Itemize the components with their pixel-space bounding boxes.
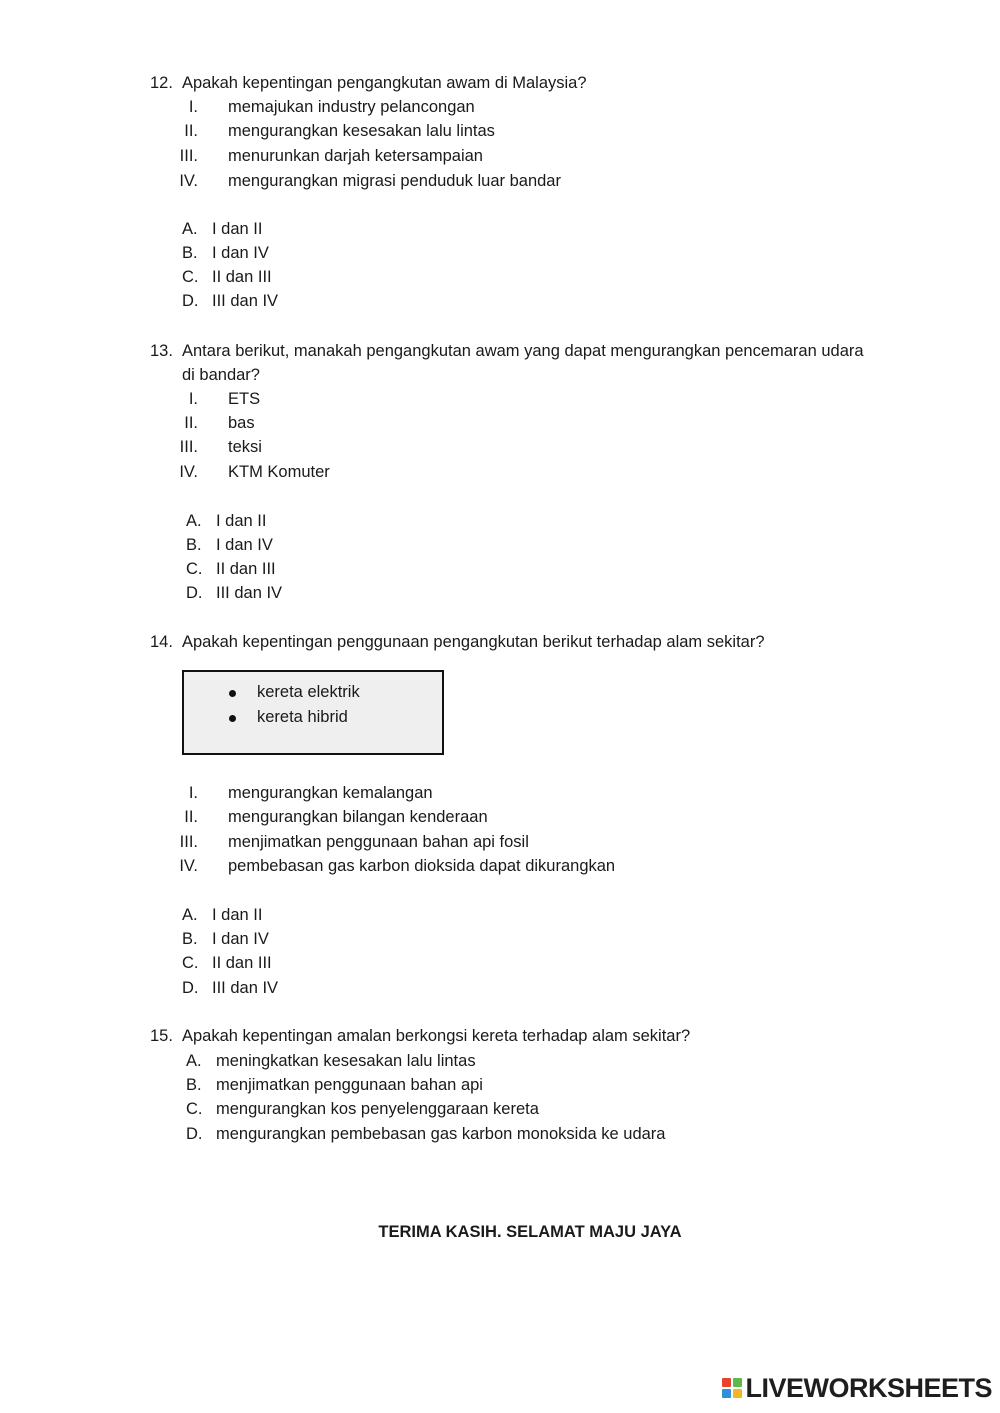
option-text: I dan IV — [216, 536, 273, 554]
statement-numeral: I. — [188, 390, 198, 408]
statement-text: bas — [228, 414, 255, 432]
statement-text: menjimatkan penggunaan bahan api fosil — [228, 833, 529, 851]
statement-numeral: IV. — [179, 172, 198, 190]
option-text: III dan IV — [212, 292, 279, 310]
option-text: mengurangkan kos penyelenggaraan kereta — [216, 1100, 539, 1118]
bullet-icon — [229, 715, 236, 722]
statement-text: mengurangkan kesesakan lalu lintas — [228, 122, 495, 140]
option-letter: C. — [182, 268, 199, 286]
option-letter: A. — [186, 1052, 202, 1070]
option-letter: A. — [182, 906, 198, 924]
option-letter: D. — [182, 292, 199, 310]
question-text: Antara berikut, manakah pengangkutan awam yang dapat mengurangkan pencemaran udara — [182, 342, 864, 360]
option-text: I dan IV — [212, 244, 269, 262]
option-letter: D. — [182, 979, 199, 997]
option-letter: A. — [186, 512, 202, 530]
logo-text: LIVEWORKSHEETS — [745, 1372, 992, 1403]
question-text: Apakah kepentingan pengangkutan awam di Malaysia? — [182, 74, 587, 92]
statement-text: mengurangkan bilangan kenderaan — [228, 808, 488, 826]
option-letter: B. — [186, 1076, 202, 1094]
statement-numeral: II. — [184, 122, 198, 140]
logo-block-yellow — [733, 1389, 742, 1398]
option-text: mengurangkan pembebasan gas karbon monoksida ke udara — [216, 1125, 666, 1143]
option-text: III dan IV — [212, 979, 279, 997]
option-text: II dan III — [212, 954, 272, 972]
option-text: II dan III — [212, 268, 272, 286]
question-number: 13. — [150, 342, 173, 360]
liveworksheets-logo-icon — [722, 1378, 742, 1398]
statement-numeral: III. — [179, 833, 198, 851]
option-text: menjimatkan penggunaan bahan api — [216, 1076, 483, 1094]
closing-message: TERIMA KASIH. SELAMAT MAJU JAYA — [378, 1223, 682, 1241]
statement-text: menurunkan darjah ketersampaian — [228, 147, 483, 165]
question-number: 12. — [150, 74, 173, 92]
question-text: Apakah kepentingan penggunaan pengangkutan berikut terhadap alam sekitar? — [182, 633, 765, 651]
statement-text: mengurangkan kemalangan — [228, 784, 433, 802]
logo-block-green — [733, 1378, 742, 1387]
statement-numeral: II. — [184, 808, 198, 826]
option-letter: C. — [182, 954, 199, 972]
question-number: 14. — [150, 633, 173, 651]
option-text: I dan IV — [212, 930, 269, 948]
statement-numeral: III. — [179, 438, 198, 456]
bullet-icon — [229, 690, 236, 697]
logo-block-blue — [722, 1389, 731, 1398]
option-letter: D. — [186, 1125, 203, 1143]
option-text: I dan II — [212, 906, 263, 924]
liveworksheets-logo — [722, 1373, 992, 1403]
statement-text: pembebasan gas karbon dioksida dapat dikurangkan — [228, 857, 616, 875]
option-letter: B. — [182, 930, 198, 948]
question-text-continued: di bandar? — [182, 366, 260, 384]
statement-numeral: IV. — [179, 463, 198, 481]
option-text: III dan IV — [216, 584, 283, 602]
option-letter: B. — [182, 244, 198, 262]
option-letter: C. — [186, 560, 203, 578]
option-letter: C. — [186, 1100, 203, 1118]
option-text: II dan III — [216, 560, 276, 578]
box-item: kereta elektrik — [257, 683, 360, 701]
statement-text: KTM Komuter — [228, 463, 330, 481]
statement-text: mengurangkan migrasi penduduk luar bandar — [228, 172, 561, 190]
question-text: Apakah kepentingan amalan berkongsi kereta terhadap alam sekitar? — [182, 1027, 691, 1045]
option-letter: B. — [186, 536, 202, 554]
option-letter: A. — [182, 220, 198, 238]
statement-numeral: II. — [184, 414, 198, 432]
statement-numeral: I. — [188, 784, 198, 802]
question-number: 15. — [150, 1027, 173, 1045]
option-letter: D. — [186, 584, 203, 602]
statement-text: ETS — [228, 390, 261, 408]
option-text: I dan II — [212, 220, 263, 238]
logo-block-red — [722, 1378, 731, 1387]
statement-numeral: III. — [179, 147, 198, 165]
statement-text: teksi — [228, 438, 262, 456]
box-item: kereta hibrid — [257, 708, 348, 726]
option-text: meningkatkan kesesakan lalu lintas — [216, 1052, 476, 1070]
statement-numeral: I. — [188, 98, 198, 116]
option-text: I dan II — [216, 512, 267, 530]
statement-numeral: IV. — [179, 857, 198, 875]
vehicle-list-box — [182, 670, 444, 755]
statement-text: memajukan industry pelancongan — [228, 98, 475, 116]
